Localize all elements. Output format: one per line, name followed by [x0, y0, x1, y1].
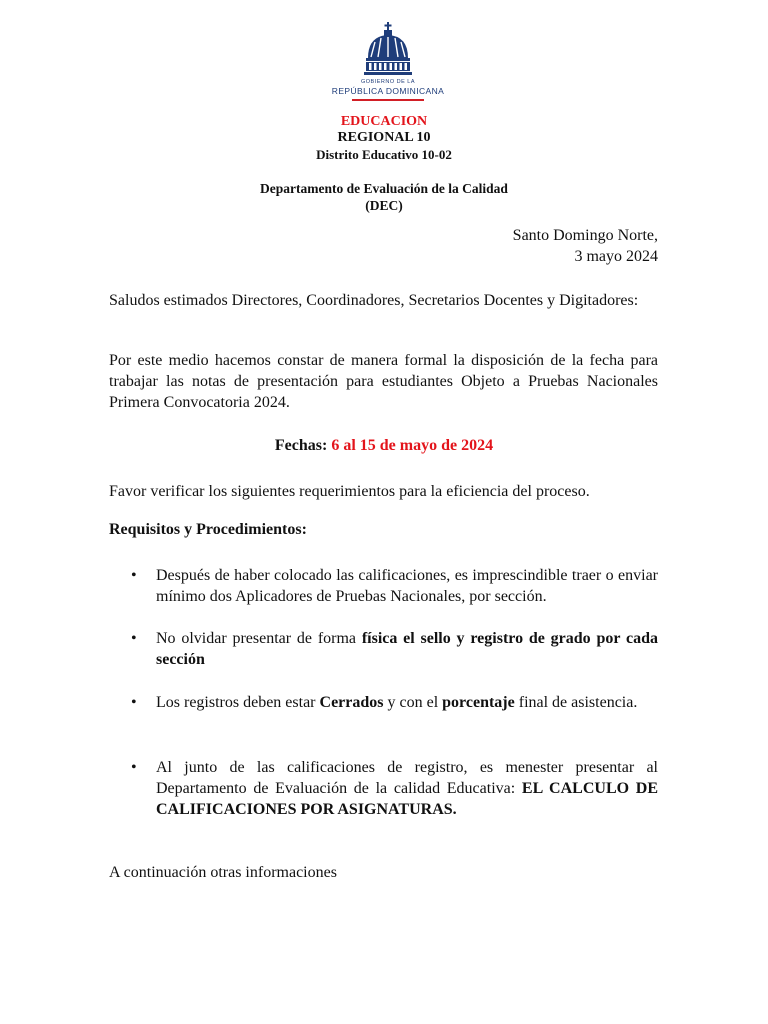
dates-line	[0, 437, 768, 455]
list-item-text-part: No olvidar presentar de forma	[156, 630, 362, 647]
header-distrito: Distrito Educativo 10-02	[316, 147, 452, 162]
logo-line-2: REPÚBLICA DOMINICANA	[331, 85, 445, 96]
verify-paragraph: Favor verificar los siguientes requerimientos para la eficiencia del proceso.	[109, 483, 590, 500]
header-regional: REGIONAL 10	[337, 130, 431, 145]
header-sigla: (DEC)	[365, 198, 403, 213]
closing-paragraph: A continuación otras informaciones	[109, 864, 337, 881]
bullet-icon: •	[131, 694, 137, 711]
dome-seal-icon	[360, 22, 416, 78]
list-item-text-part: Los registros deben estar	[156, 694, 320, 711]
list-item-text-part: Al junto de las calificaciones de registro, es menester presentar al Departamento de Evaluación de la calidad Educativa:	[156, 759, 658, 797]
date-line: 3 mayo 2024	[574, 248, 658, 265]
list-item	[131, 692, 658, 713]
header-departamento: Departamento de Evaluación de la Calidad	[260, 181, 508, 196]
list-item	[131, 757, 658, 820]
dates-label: Fechas:	[274, 437, 328, 454]
logo-line-1: GOBIERNO DE LA	[360, 79, 416, 85]
list-item	[131, 628, 658, 670]
bullet-icon: •	[131, 759, 137, 776]
list-item-emphasis: porcentaje	[442, 694, 515, 711]
list-item-text-part: y con el	[383, 694, 443, 711]
logo-divider	[352, 99, 424, 101]
list-item-text	[156, 692, 658, 713]
requirements-heading: Requisitos y Procedimientos:	[109, 521, 307, 538]
greeting-paragraph: Saludos estimados Directores, Coordinadores, Secretarios Docentes y Digitadores:	[109, 292, 639, 309]
list-item-emphasis: Cerrados	[319, 694, 384, 711]
place-line: Santo Domingo Norte,	[512, 227, 658, 244]
list-item-emphasis: EL CALCULO DE CALIFICACIONES POR ASIGNATURAS.	[156, 780, 658, 818]
bullet-icon: •	[131, 630, 137, 647]
list-item-text	[156, 628, 658, 670]
intro-paragraph: Por este medio hacemos constar de manera formal la disposición de la fecha para trabajar las notas de presentación para estudiantes Objeto a Pruebas Nacionales Primera Convocatoria 2024.	[109, 352, 658, 411]
list-item-text: Después de haber colocado las calificaciones, es imprescindible traer o enviar mínimo dos Aplicadores de Pruebas Nacionales, por sección.	[156, 567, 658, 605]
list-item-text-part: final de asistencia.	[514, 694, 638, 711]
bullet-icon: •	[131, 567, 137, 584]
logo-caption	[330, 80, 446, 95]
government-logo	[330, 22, 446, 101]
list-item	[131, 565, 658, 607]
dates-value: 6 al 15 de mayo de 2024	[331, 437, 494, 454]
header-educacion: EDUCACION	[340, 114, 428, 129]
list-item-text	[156, 757, 658, 820]
list-item-emphasis: física el sello y registro de grado por cada sección	[156, 630, 659, 668]
